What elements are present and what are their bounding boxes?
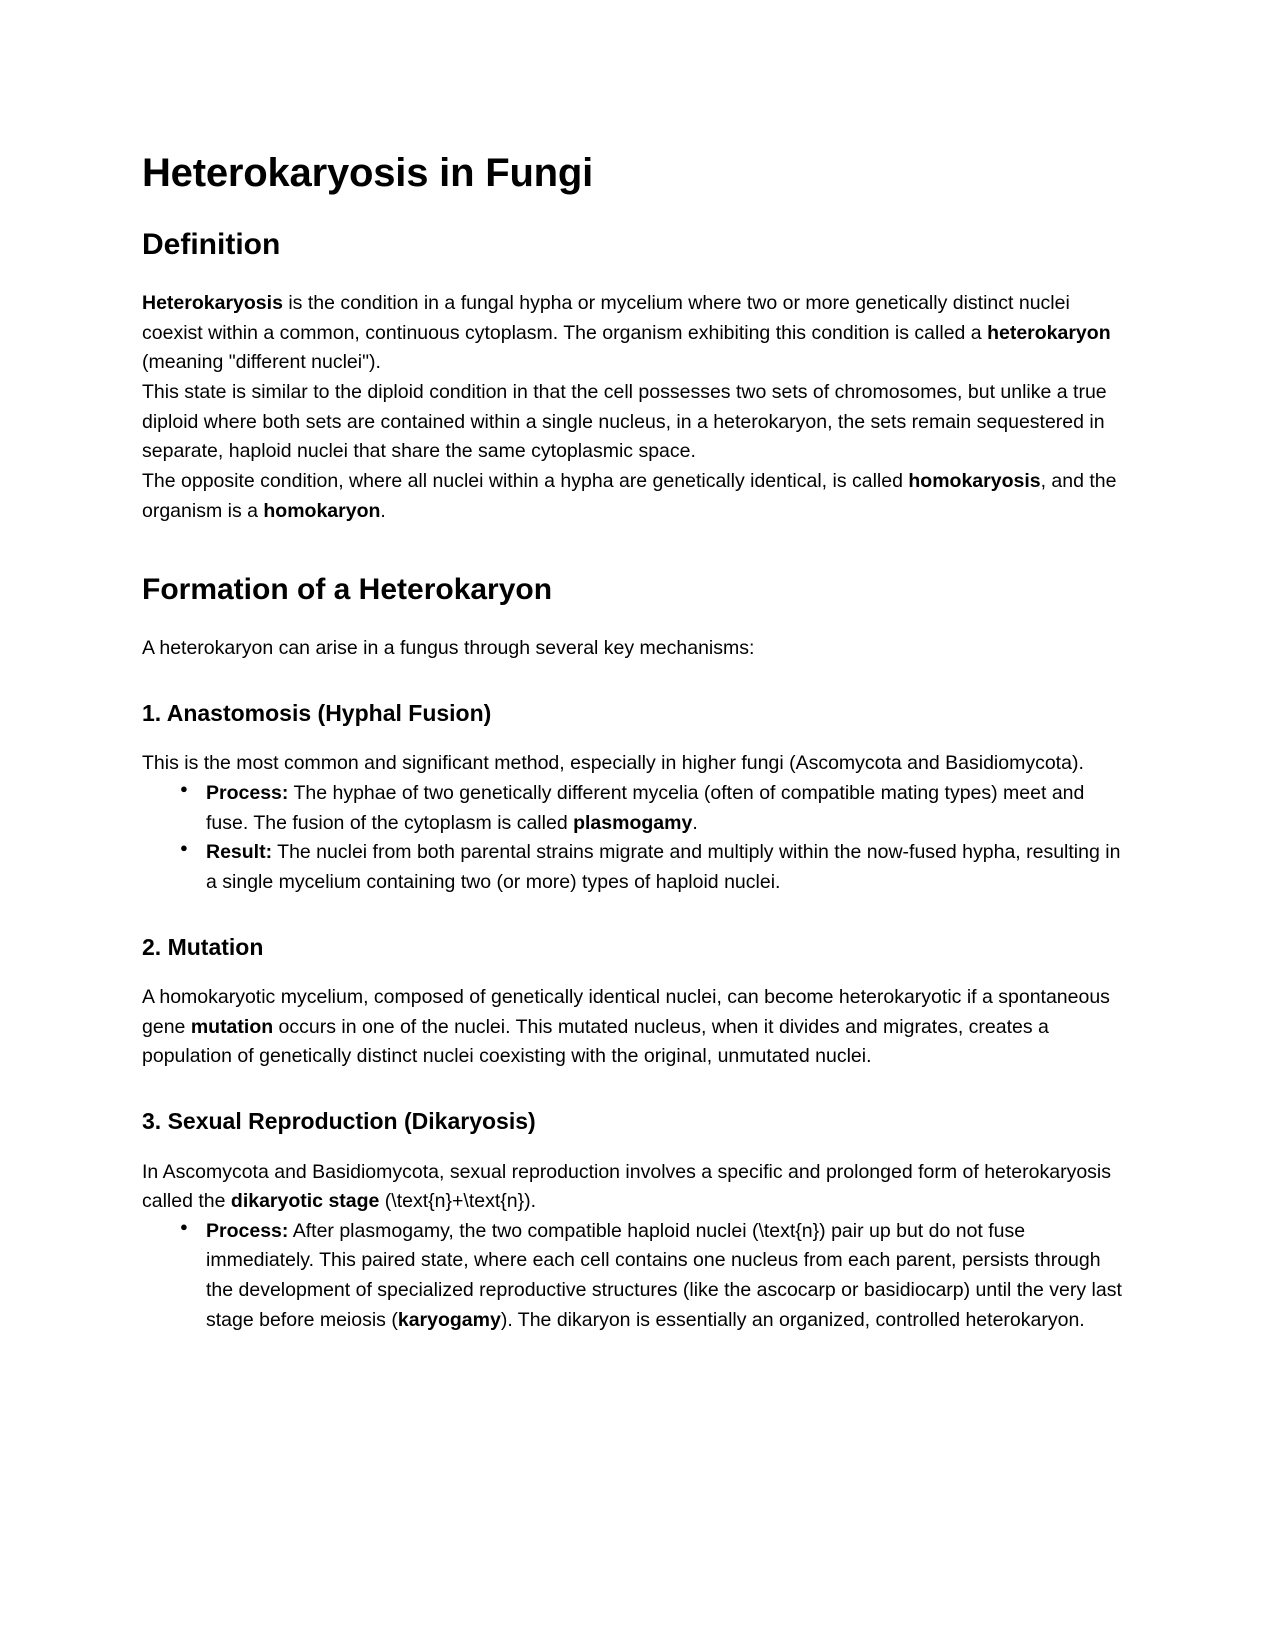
paragraph: This state is similar to the diploid condition in that the cell possesses two sets of chromosomes, but unlike a true diploid where both sets are contained within a single nucleus, in a heterokaryon, the sets remain sequestered in separate, haploid nuclei that share the same cytoplasmic space.	[142, 381, 1107, 463]
subsection-heading-mutation: 2. Mutation	[142, 933, 264, 960]
subsection-heading-anastomosis: 1. Anastomosis (Hyphal Fusion)	[142, 699, 492, 726]
paragraph: The opposite condition, where all nuclei within a hypha are genetically identical, is called homokaryosis, and the organism is a homokaryon.	[142, 469, 1117, 522]
bullet-list-anastomosis	[142, 779, 1125, 898]
paragraph: Heterokaryosis is the condition in a fungal hypha or mycelium where two or more genetically distinct nuclei coexist within a common, continuous cytoplasm. The organism exhibiting this condition is called a heterokaryon (meaning "different nuclei").	[142, 292, 1111, 374]
page-title: Heterokaryosis in Fungi	[142, 151, 594, 195]
paragraph: A homokaryotic mycelium, composed of genetically identical nuclei, can become heterokaryotic if a spontaneous gene mutation occurs in one of the nuclei. This mutated nucleus, when it divides and migrates, creates a population of genetically distinct nuclei coexisting with the original, unmutated nuclei.	[142, 986, 1110, 1068]
bullet-list-sexual-reproduction	[142, 1217, 1125, 1336]
list-item: ● Process: The hyphae of two genetically different mycelia (often of compatible mating types) meet and fuse. The fusion of the cytoplasm is called plasmogamy.	[204, 779, 1125, 838]
list-item: ● Result: The nuclei from both parental strains migrate and multiply within the now-fused hypha, resulting in a single mycelium containing two (or more) types of haploid nuclei.	[204, 838, 1125, 897]
section-heading-definition: Definition	[142, 228, 281, 262]
section-heading-formation: Formation of a Heterokaryon	[142, 573, 553, 607]
definition-paragraphs	[142, 289, 1125, 526]
paragraph: In Ascomycota and Basidiomycota, sexual reproduction involves a specific and prolonged form of heterokaryosis called the dikaryotic stage (\text{n}+\text{n}).	[142, 1160, 1112, 1213]
subsection-heading-sexual-reproduction: 3. Sexual Reproduction (Dikaryosis)	[142, 1108, 536, 1134]
list-item: ● Process: After plasmogamy, the two compatible haploid nuclei (\text{n}) pair up but do not fuse immediately. This paired state, where each cell contains one nucleus from each parent, persists through the development of specialized reproductive structures (like the ascocarp or basidiocarp) until the very last stage before meiosis (karyogamy). The dikaryon is essentially an organized, controlled heterokaryon.	[204, 1217, 1125, 1336]
paragraph: This is the most common and significant method, especially in higher fungi (Ascomycota and Basidiomycota).	[142, 752, 1084, 775]
formation-intro-paragraph: A heterokaryon can arise in a fungus through several key mechanisms:	[142, 637, 755, 660]
